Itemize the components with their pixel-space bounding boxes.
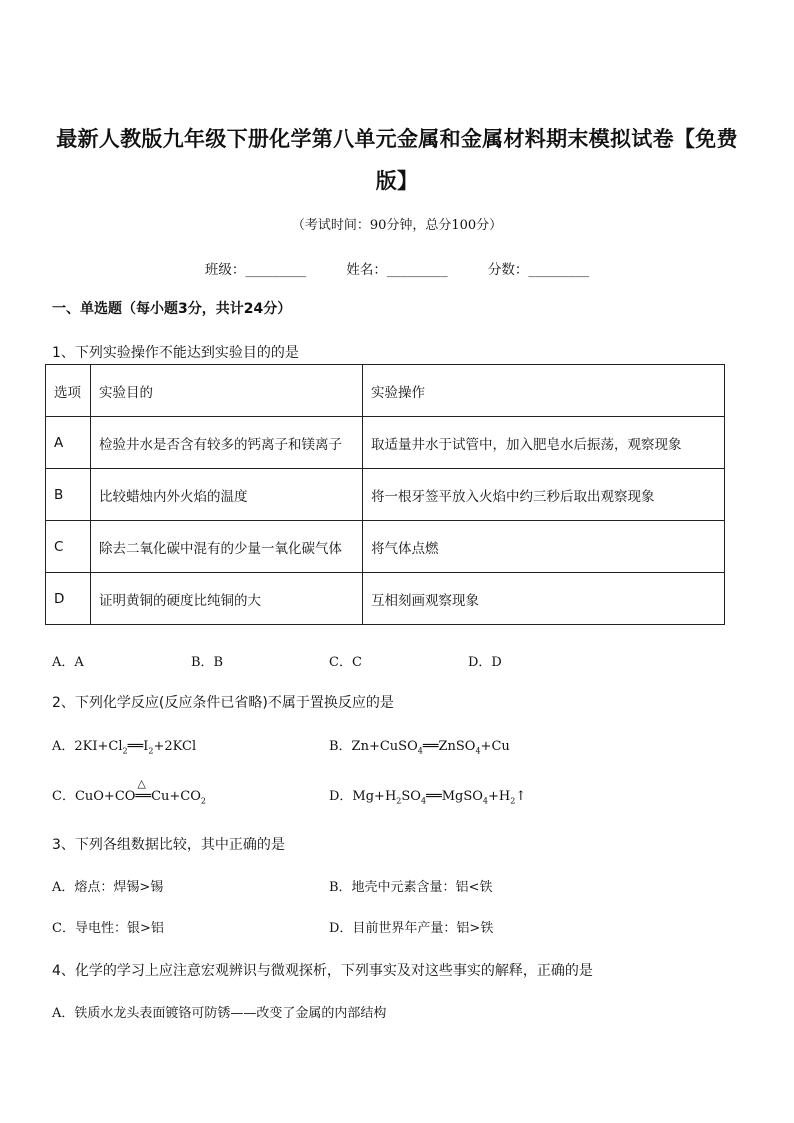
header-option: 选项 (46, 365, 91, 417)
question-2-stem: 2、下列化学反应(反应条件已省略)不属于置换反应的是 (52, 695, 394, 711)
q1-option-b[interactable]: B．B (191, 655, 224, 670)
q3-option-a[interactable]: A．熔点：焊锡>锡 (52, 880, 164, 895)
table-row (46, 521, 725, 573)
name-field[interactable]: 姓名：_________ (346, 262, 448, 278)
row-purpose: 证明黄铜的硬度比纯铜的大 (91, 573, 363, 625)
q2-a-sub: 2 (148, 746, 154, 756)
row-purpose: 除去二氧化碳中混有的少量一氧化碳气体 (91, 521, 363, 573)
gas-arrow-icon: ↑ (515, 789, 527, 804)
row-option: C (46, 521, 91, 573)
q2-b-text: +Cu (480, 739, 510, 754)
row-option: D (46, 573, 91, 625)
question-4-stem: 4、化学的学习上应注意宏观辨识与微观探析，下列事实及对这些事实的解释，正确的是 (52, 963, 593, 979)
row-operation: 互相刻画观察现象 (363, 573, 725, 625)
row-option: B (46, 469, 91, 521)
q2-b-sub: 4 (417, 746, 423, 756)
q2-a-text: ══I (127, 739, 149, 754)
q2-option-c[interactable] (52, 777, 206, 806)
row-purpose: 比较蜡烛内外火焰的温度 (91, 469, 363, 521)
title-line-2: 版】 (375, 169, 419, 193)
row-option: A (46, 417, 91, 469)
q1-option-c[interactable]: C．C (329, 655, 362, 670)
table-row (46, 573, 725, 625)
q3-option-c[interactable]: C．导电性：银>铝 (52, 921, 164, 936)
q2-option-b[interactable] (329, 735, 510, 756)
q1-option-a[interactable]: A．A (52, 655, 84, 670)
header-purpose: 实验目的 (91, 365, 363, 417)
q3-option-d[interactable]: D．目前世界年产量：铝>铁 (329, 921, 494, 936)
q2-d-sub: 2 (510, 796, 516, 806)
table-row (46, 417, 725, 469)
title-line-1: 最新人教版九年级下册化学第八单元金属和金属材料期末模拟试卷【免费 (56, 127, 738, 151)
section-heading: 一、单选题（每小题3分，共计24分） (52, 301, 292, 317)
student-fields (0, 258, 794, 278)
question-1-stem: 1、下列实验操作不能达到实验目的的是 (52, 345, 299, 361)
q2-d-sub: 4 (420, 796, 427, 806)
q2-c-eq: ══ (135, 789, 152, 804)
delta-icon: △ (137, 777, 146, 790)
table-row (46, 469, 725, 521)
score-field[interactable]: 分数：_________ (487, 262, 590, 278)
table-header-row (46, 365, 725, 417)
row-operation: 将一根牙签平放入火焰中约三秒后取出观察现象 (363, 469, 725, 521)
header-operation: 实验操作 (363, 365, 725, 417)
row-purpose: 检验井水是否含有较多的钙离子和镁离子 (91, 417, 363, 469)
exam-info: （考试时间：90分钟，总分100分） (291, 218, 503, 233)
q2-d-text: SO (401, 789, 421, 804)
q2-a-text: +2KCl (153, 739, 197, 754)
q2-c-sub: 2 (200, 796, 206, 806)
q3-option-b[interactable]: B．地壳中元素含量：铝<铁 (329, 880, 493, 895)
q2-b-text: ══ZnSO (422, 739, 476, 754)
q2-a-text: A．2KI+Cl (52, 739, 123, 754)
q2-c-text: C．CuO+CO (52, 789, 136, 804)
q2-d-text: +H (488, 789, 511, 804)
q2-a-sub: 2 (122, 746, 128, 756)
exam-title (40, 118, 754, 202)
q2-option-a[interactable] (52, 735, 196, 756)
experiment-table (45, 364, 725, 625)
heat-condition-mark (135, 777, 152, 804)
q4-option-a[interactable]: A．铁质水龙头表面镀铬可防锈——改变了金属的内部结构 (52, 1006, 387, 1021)
q2-b-text: B．Zn+CuSO (329, 739, 418, 754)
q2-c-text: Cu+CO (151, 789, 201, 804)
class-field[interactable]: 班级：_________ (204, 262, 307, 278)
q2-option-d[interactable] (329, 785, 526, 806)
q2-d-text: ══MgSO (426, 789, 483, 804)
q2-d-sub: 4 (482, 796, 489, 806)
row-operation: 取适量井水于试管中，加入肥皂水后振荡，观察现象 (363, 417, 725, 469)
question-3-stem: 3、下列各组数据比较，其中正确的是 (52, 837, 285, 853)
q2-d-text: D．Mg+H (329, 789, 397, 804)
q2-b-sub: 4 (475, 746, 481, 756)
q2-d-sub: 2 (396, 796, 402, 806)
row-operation: 将气体点燃 (363, 521, 725, 573)
q1-option-d[interactable]: D．D (468, 655, 502, 670)
